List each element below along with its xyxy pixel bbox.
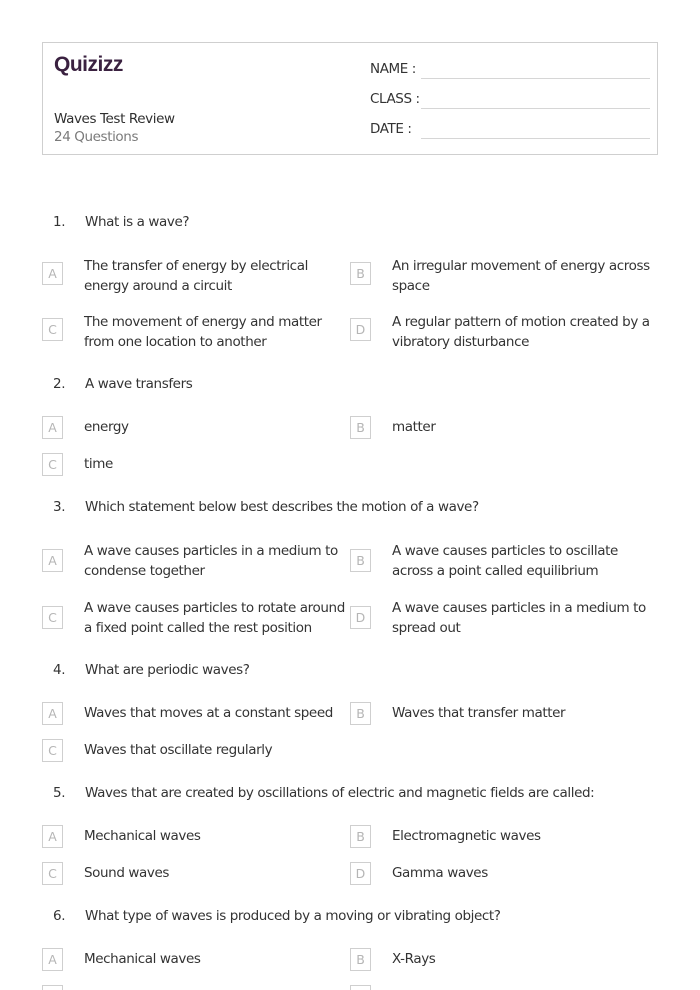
option-letter-box (350, 985, 371, 990)
name-label: NAME : (370, 61, 416, 77)
option-letter-box: D (350, 606, 371, 629)
class-field[interactable] (370, 91, 650, 111)
option-text: Waves that oscillate regularly (84, 742, 273, 758)
option-letter-box (42, 985, 63, 990)
option-letter-box: D (350, 862, 371, 885)
option-text: Waves that transfer matter (392, 705, 566, 721)
name-field[interactable] (370, 61, 650, 81)
option-text: An irregular movement of energy across space (392, 258, 650, 294)
option-text: The movement of energy and matter from one location to another (84, 314, 322, 350)
question-text: What type of waves is produced by a moving or vibrating object? (85, 908, 501, 924)
option-text: Gamma waves (392, 865, 488, 881)
class-line[interactable] (421, 108, 650, 109)
question-text: A wave transfers (85, 376, 193, 392)
option-letter-box: C (42, 606, 63, 629)
option-letter-box: B (350, 416, 371, 439)
option-text: time (84, 456, 113, 472)
option-letter-box: A (42, 416, 63, 439)
question-number: 3. (53, 499, 66, 515)
option-text: Electromagnetic waves (392, 828, 541, 844)
option-text: The transfer of energy by electrical energy around a circuit (84, 258, 308, 294)
option-letter-box: B (350, 702, 371, 725)
class-label: CLASS : (370, 91, 420, 107)
date-field[interactable] (370, 121, 650, 141)
option-text: Sound waves (84, 865, 170, 881)
option-letter-box: A (42, 948, 63, 971)
question-text: Waves that are created by oscillations of electric and magnetic fields are called: (85, 785, 595, 801)
option-letter-box: A (42, 825, 63, 848)
question-number: 6. (53, 908, 66, 924)
option-text: A regular pattern of motion created by a vibratory disturbance (392, 314, 650, 350)
option-letter-box: B (350, 549, 371, 572)
option-letter-box: C (42, 318, 63, 341)
date-label: DATE : (370, 121, 412, 137)
option-text: energy (84, 419, 129, 435)
quizizz-logo: Quizizz (54, 53, 123, 76)
option-letter-box: D (350, 318, 371, 341)
question-text: What are periodic waves? (85, 662, 250, 678)
question-number: 2. (53, 376, 66, 392)
name-line[interactable] (421, 78, 650, 79)
option-text: A wave causes particles to rotate around a fixed point called the rest position (84, 600, 345, 636)
worksheet-header (42, 42, 658, 155)
option-text: Waves that moves at a constant speed (84, 705, 333, 721)
question-text: What is a wave? (85, 214, 190, 230)
option-letter-box: A (42, 549, 63, 572)
option-text: A wave causes particles to oscillate across a point called equilibrium (392, 543, 618, 579)
option-text: matter (392, 419, 436, 435)
worksheet-title: Waves Test Review (54, 111, 175, 127)
option-letter-box: A (42, 702, 63, 725)
option-letter-box: B (350, 948, 371, 971)
date-line[interactable] (421, 138, 650, 139)
option-text: Mechanical waves (84, 828, 201, 844)
question-number: 4. (53, 662, 66, 678)
option-text: Mechanical waves (84, 951, 201, 967)
option-letter-box: C (42, 453, 63, 476)
option-letter-box: C (42, 739, 63, 762)
option-letter-box: B (350, 825, 371, 848)
option-letter-box: A (42, 262, 63, 285)
question-text: Which statement below best describes the motion of a wave? (85, 499, 479, 515)
question-count: 24 Questions (54, 129, 139, 145)
option-text: A wave causes particles in a medium to condense together (84, 543, 338, 579)
question-number: 5. (53, 785, 66, 801)
option-text: X-Rays (392, 951, 436, 967)
option-text: A wave causes particles in a medium to spread out (392, 600, 646, 636)
option-letter-box: C (42, 862, 63, 885)
option-letter-box: B (350, 262, 371, 285)
question-number: 1. (53, 214, 66, 230)
